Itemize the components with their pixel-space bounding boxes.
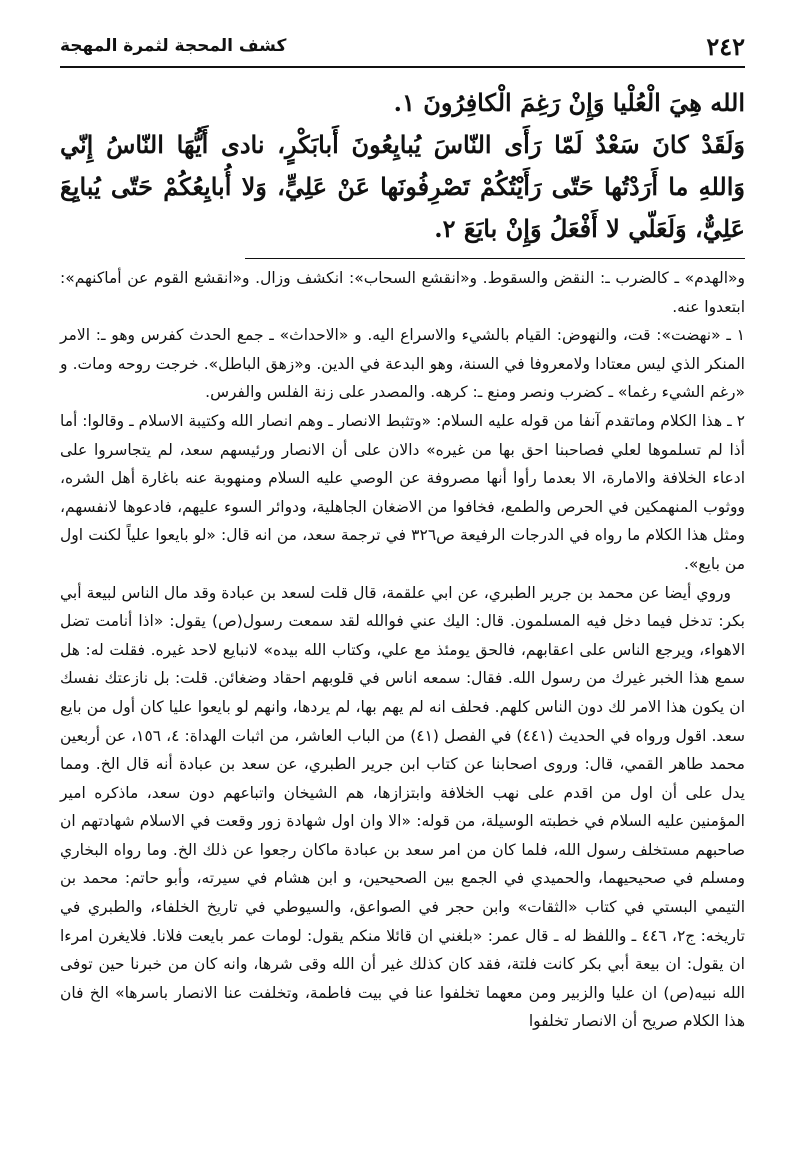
header-rule [60, 66, 745, 68]
main-paragraph: وَلَقَدْ كانَ سَعْدٌ لَمّا رَأَى النّاسَ يُبايِعُونَ أَبابَكْرٍ، نادى أَيُّهَا النّاسُ إِنّي وَاللهِ ما أَرَدْتُها حَتّى رَأَيْتُكُمْ تَصْرِفُونَها عَنْ عَلِيٍّ، وَلا أُبايِعُكُمْ حَتّى يُبايِعَ عَلِيٌّ، وَلَعَلّي لا أَفْعَلُ وَإِنْ بايَعَ ٢. [60, 130, 745, 243]
footnotes [60, 264, 745, 1036]
main-paragraph: الله هِيَ الْعُلْيا وَإِنْ رَغِمَ الْكافِرُونَ ١. [393, 88, 745, 117]
page-number: ٢٤٢ [706, 32, 745, 61]
main-text [60, 82, 745, 250]
running-title: كشف المحجة لثمرة المهجة [60, 36, 287, 56]
footnote-continuation: و«الهدم» ـ كالضرب ـ: النقض والسقوط. و«انقشع السحاب»: انكشف وزال. و«انقشع القوم عن أماكنهم»: ابتعدوا عنه. [60, 269, 745, 316]
footnote-separator [245, 258, 745, 259]
footnote-2-continued: وروي أيضا عن محمد بن جرير الطبري، عن ابي علقمة، قال قلت لسعد بن عبادة وقد مال الناس لبيعة أبي بكر: تدخل فيما دخل فيه المسلمون. قال: اليك عني فوالله لقد سمعت رسول(ص) يقول: «اذا أنامت تضل الاهواء، ويرجع الناس على اعقابهم، فالحق يومئذ مع علي، وكتاب الله بيده» لانبايع لاحد غيره. فقلت له: هل سمع هذا الخبر غيرك من رسول الله. فقال: سمعه اناس في قلوبهم احقاد وضغائن. قلت: بل نازعتك نفسك ان يكون هذا الامر لك دون الناس كلهم. فحلف انه لم يهم بها، لم يردها، وانهم لو بايعوا عليا كان أول من بايع سعد. اقول ورواه في الحديث (٤٤١) في الفصل (٤١) من الباب العاشر، من اثبات الهداة: ٤، ١٥٦، عن أربعين محمد طاهر القمي، قال: وروى اصحابنا عن كتاب ابن جرير الطبري، عن سعد بن عبادة أنه قال الخ. ومما يدل على أن اول من اقدم على نهب الخلافة وابتزازها، هم الشيخان واتباعهم دون سعد، ماذكره امير المؤمنين عليه السلام في خطبته الوسيلة، من قوله: «الا وان اول شهادة زور وقعت في الاسلام شهادتهم ان صاحبهم مستخلف رسول الله، فلما كان من امر سعد بن عبادة ماكان رجعوا عن ذلك الخ. وما رواه البخاري ومسلم في صحيحيهما، والحميدي في الجمع بين الصحيحين، و ابن هشام في سيرته، وأبو حاتم: محمد بن التيمي البستي في كتاب «الثقات» وابن حجر في الصواعق، والسيوطي في تاريخ الخلفاء، والطبري في تاريخه: ج٢، ٤٤٦ ـ واللفظ له ـ قال عمر: «بلغني ان قائلا منكم يقول: لومات عمر بايعت فلانا. فلايغرن امرءا ان يقول: ان بيعة أبي بكر كانت فلتة، فقد كان كذلك غير أن الله وقى شرها، وانه كان من خبرنا حين توفى الله نبيه(ص) ان عليا والزبير ومن معهما تخلفوا عنا في بيت فاطمة، وتخلفت عنا الانصار باسرها» الخ فان هذا الكلام صريح أن الانصار تخلفوا [60, 583, 746, 1031]
page-header [60, 32, 745, 66]
footnote-2: ٢ ـ هذا الكلام وماتقدم آنفا من قوله عليه السلام: «وتثبط الانصار ـ وهم انصار الله وكتيبة الاسلام ـ وقالوا: أما أذا لم تسلموها لعلي فصاحبنا احق بها من غيره» دالان على أن الانصار ورئيسهم سعد، لم يتجاسروا على ادعاء الخلافة والامارة، الا بعدما رأوا أنها مصروفة عن الوصي عليه السلام ومنهوبة عنه باغارة أهل الشره، ووثوب المنهمكين في الحرص والطمع، فخافوا من الاضغان الجاهلية، ودوائر السوء عليهم، فادعوها لانفسهم، ومثل هذا الكلام ما رواه في الدرجات الرفيعة ص٣٢٦ في ترجمة سعد، من انه قال: «لو بايعوا علياً لكنت اول من بايع». [60, 411, 745, 573]
footnote-1: ١ ـ «نهضت»: قت، والنهوض: القيام بالشيء والاسراع اليه. و «الاحداث» ـ جمع الحدث كفرس وهو ـ: الامر المنكر الذي ليس معتادا ولامعروفا في السنة، وهو البدعة في الدين. و«زهق الباطل». خرجت روحه ومات. و «رغم الشيء رغما» ـ كضرب ونصر ومنع ـ: كرهه. والمصدر على زنة الفلس والفرس. [60, 326, 745, 402]
